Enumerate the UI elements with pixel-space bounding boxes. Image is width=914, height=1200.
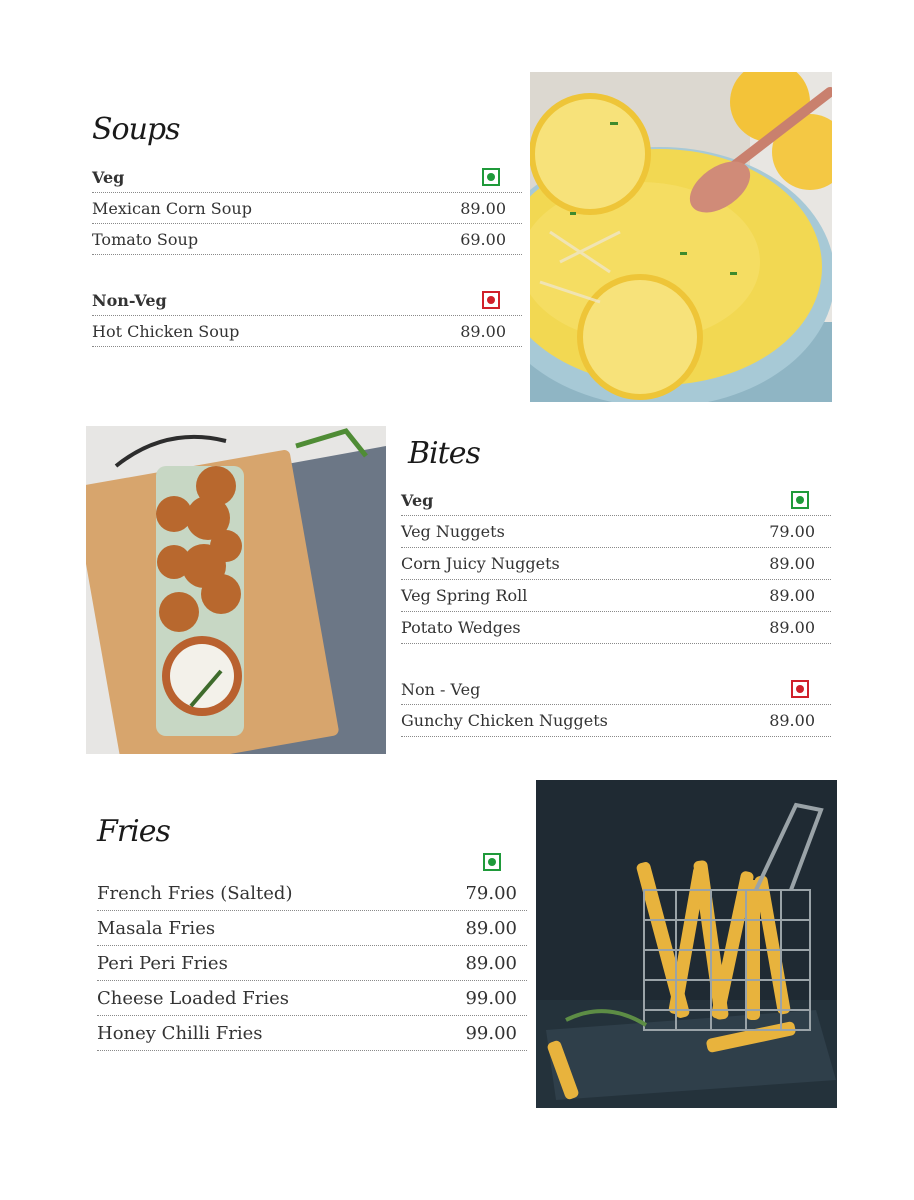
- item-price: 89.00: [465, 917, 517, 939]
- item-price: 79.00: [465, 882, 517, 904]
- menu-item: [401, 548, 831, 580]
- veg-indicator-icon: [483, 853, 501, 871]
- item-price: 89.00: [465, 952, 517, 974]
- item-name: Masala Fries: [97, 917, 216, 939]
- item-name: Mexican Corn Soup: [92, 198, 252, 218]
- item-name: Hot Chicken Soup: [92, 321, 240, 341]
- menu-item: [401, 516, 831, 548]
- soup-photo: [530, 72, 832, 402]
- item-name: Potato Wedges: [401, 618, 521, 637]
- item-price: 99.00: [465, 1022, 517, 1044]
- item-name: Peri Peri Fries: [97, 952, 228, 974]
- soups-veg-label: Veg: [92, 167, 125, 187]
- item-name: Honey Chilli Fries: [97, 1022, 263, 1044]
- nonveg-indicator-icon: [791, 680, 809, 698]
- item-price: 89.00: [769, 586, 815, 605]
- bites-veg-label: Veg: [401, 490, 434, 510]
- bites-nonveg-header: [401, 674, 831, 705]
- item-price: 89.00: [769, 554, 815, 573]
- item-price: 89.00: [769, 711, 815, 730]
- item-name: Corn Juicy Nuggets: [401, 554, 560, 573]
- item-price: 89.00: [769, 618, 815, 637]
- item-price: 89.00: [460, 321, 506, 341]
- menu-item: [401, 705, 831, 737]
- item-name: Veg Spring Roll: [401, 586, 528, 605]
- menu-item: [97, 876, 527, 911]
- menu-item: [92, 316, 522, 347]
- item-name: Gunchy Chicken Nuggets: [401, 711, 608, 730]
- item-name: French Fries (Salted): [97, 882, 293, 904]
- soups-veg-header: [92, 162, 522, 193]
- bites-menu: [401, 485, 831, 737]
- veg-indicator-icon: [482, 168, 500, 186]
- bites-title: Bites: [408, 436, 480, 471]
- nonveg-indicator-icon: [482, 291, 500, 309]
- menu-item: [97, 1016, 527, 1051]
- menu-item: [92, 224, 522, 255]
- soups-title: Soups: [92, 112, 180, 147]
- item-price: 69.00: [460, 229, 506, 249]
- menu-item: [92, 193, 522, 224]
- bites-nonveg-label: Non - Veg: [401, 679, 481, 699]
- item-name: Cheese Loaded Fries: [97, 987, 289, 1009]
- menu-item: [97, 946, 527, 981]
- soups-menu: [92, 162, 522, 347]
- fries-menu: [97, 848, 527, 1051]
- veg-indicator-icon: [791, 491, 809, 509]
- menu-item: [97, 911, 527, 946]
- soups-nonveg-label: Non-Veg: [92, 290, 167, 310]
- bites-veg-header: [401, 485, 831, 516]
- fries-photo: [536, 780, 837, 1108]
- item-name: Veg Nuggets: [401, 522, 505, 541]
- menu-item: [401, 580, 831, 612]
- item-price: 79.00: [769, 522, 815, 541]
- nuggets-photo: [86, 426, 386, 754]
- item-price: 89.00: [460, 198, 506, 218]
- item-price: 99.00: [465, 987, 517, 1009]
- menu-item: [401, 612, 831, 644]
- item-name: Tomato Soup: [92, 229, 199, 249]
- fries-title: Fries: [97, 814, 170, 849]
- soups-nonveg-header: [92, 285, 522, 316]
- menu-item: [97, 981, 527, 1016]
